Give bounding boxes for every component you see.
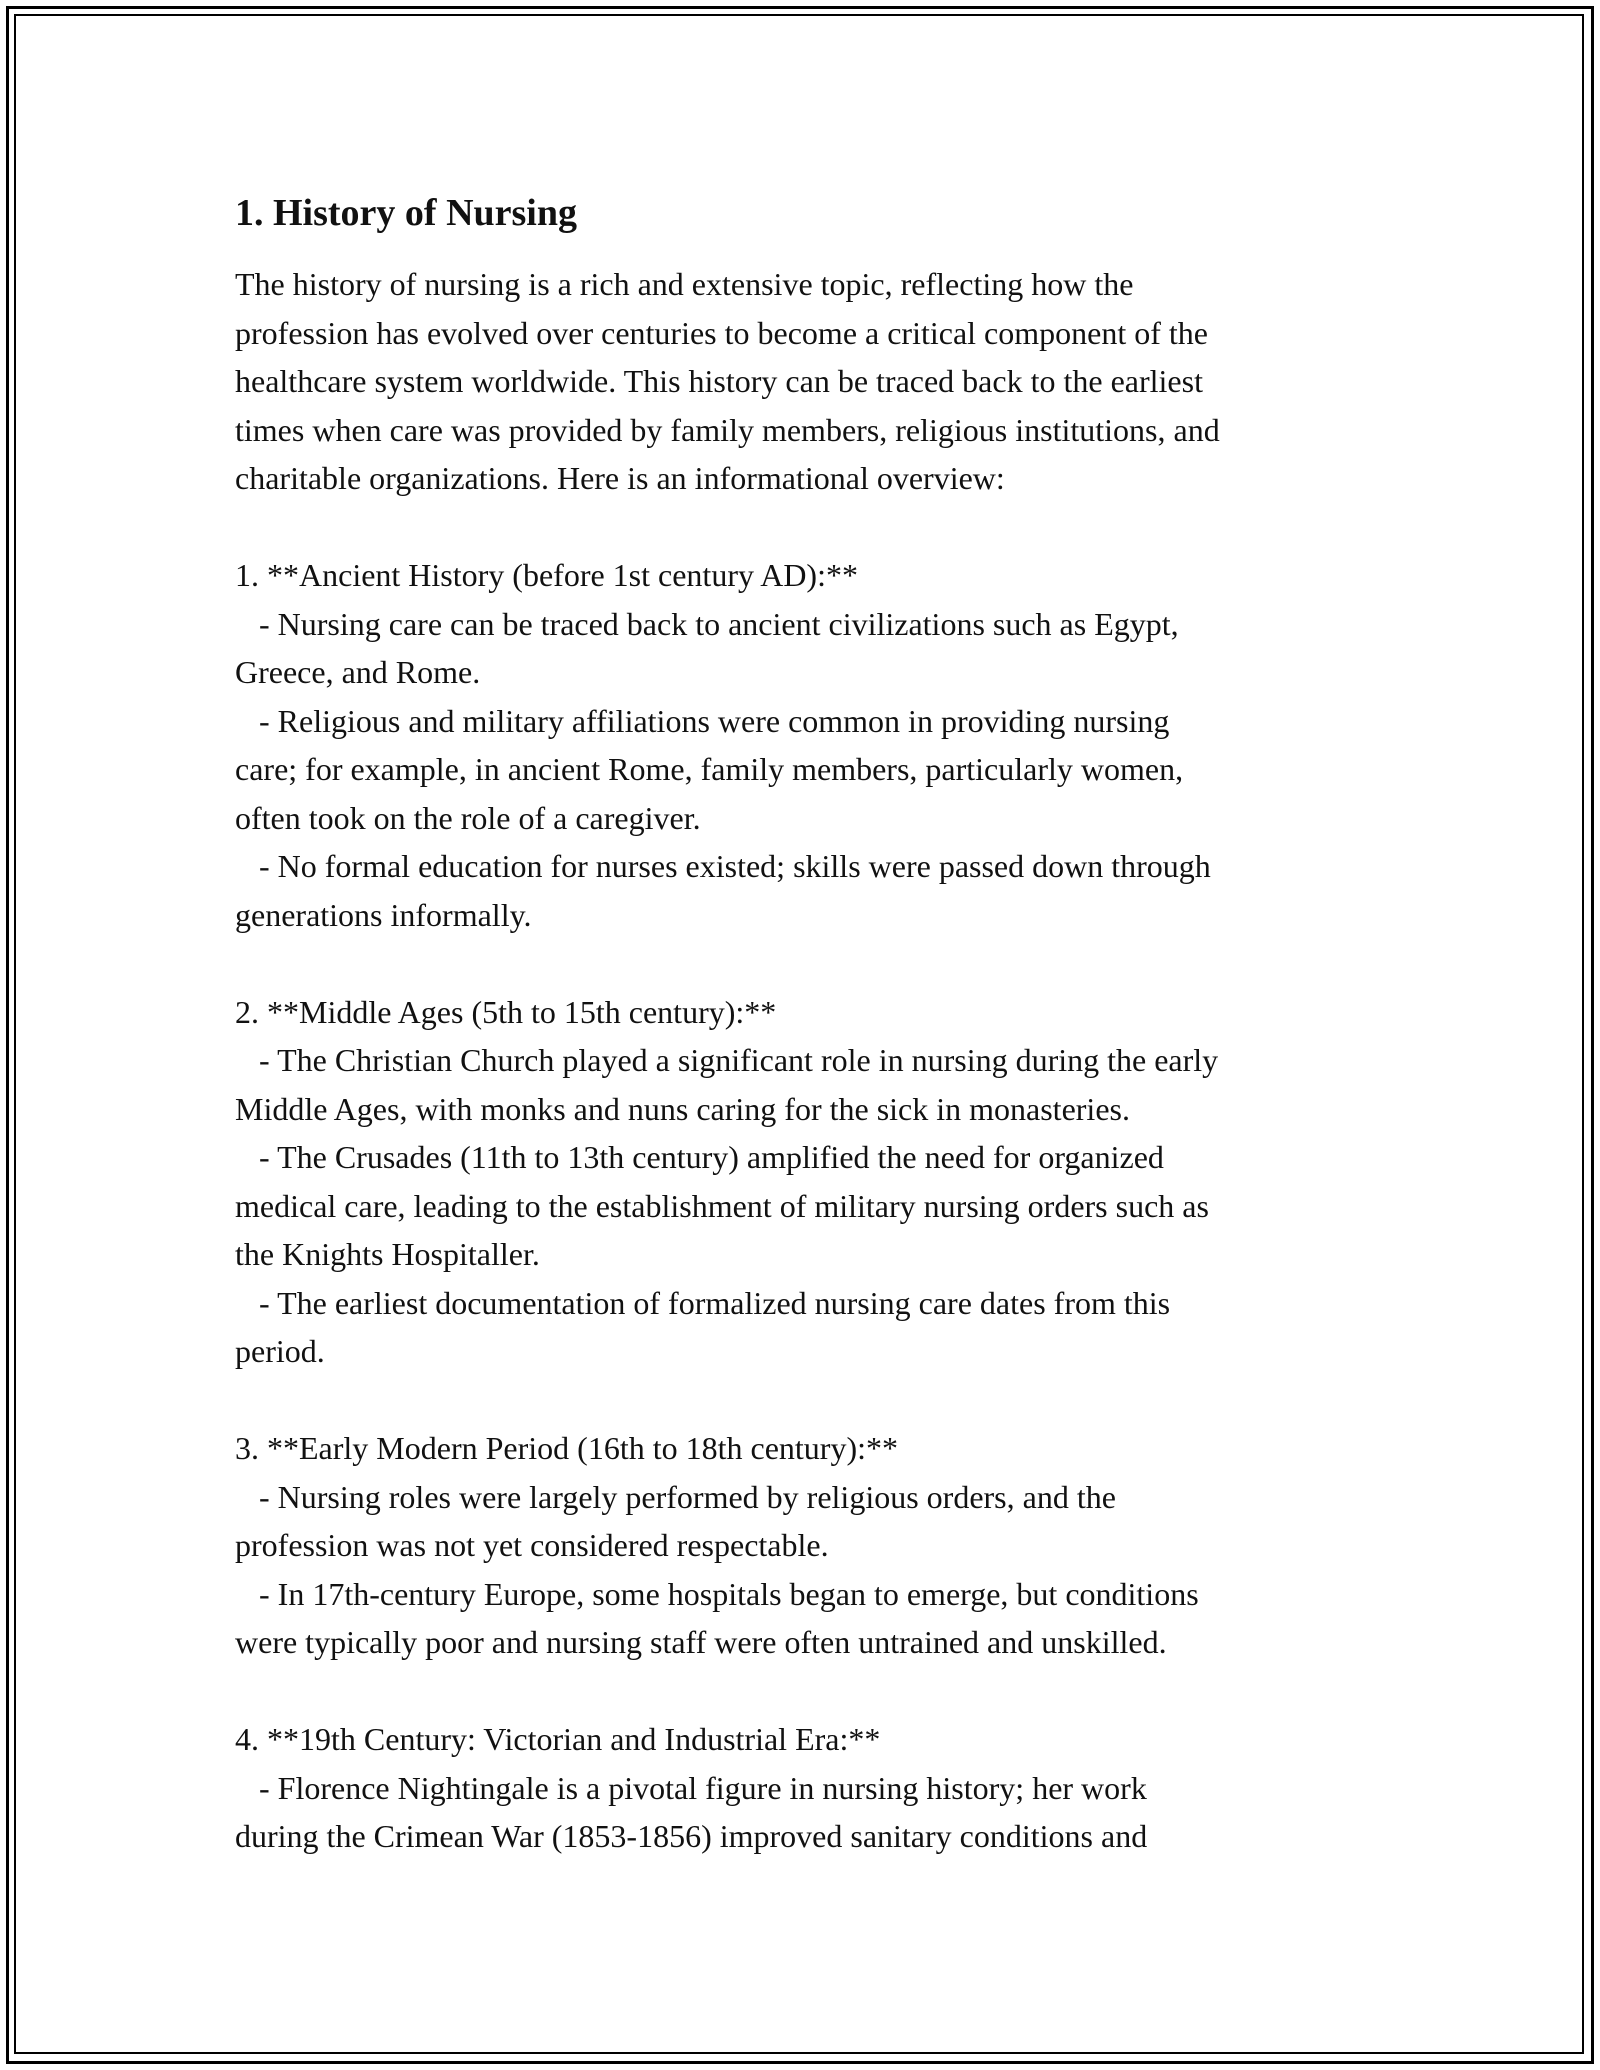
- section-middle-ages: [235, 988, 1375, 1376]
- text-line: charitable organizations. Here is an informational overview:: [235, 460, 1005, 496]
- text-line: were typically poor and nursing staff were often untrained and unskilled.: [235, 1624, 1167, 1660]
- text-line: - Nursing roles were largely performed by religious orders, and the: [235, 1478, 1116, 1515]
- text-line: - The Christian Church played a significant role in nursing during the early: [235, 1042, 1219, 1078]
- text-line: generations informally.: [235, 896, 532, 933]
- section-ancient-history: [235, 551, 1375, 939]
- text-line: Greece, and Rome.: [235, 654, 481, 690]
- paragraph-gap: [235, 503, 1375, 552]
- text-line: - The Crusades (11th to 13th century) amplified the need for organized: [235, 1139, 1164, 1175]
- section-heading: 1. **Ancient History (before 1st century AD):**: [235, 557, 858, 593]
- section-heading: 4. **19th Century: Victorian and Industrial Era:**: [235, 1721, 881, 1757]
- section-early-modern-period: [235, 1424, 1375, 1667]
- paragraph-gap: [235, 939, 1375, 988]
- section-19th-century: [235, 1715, 1375, 1861]
- text-line: profession has evolved over centuries to become a critical component of the: [235, 314, 1208, 351]
- text-line: The history of nursing is a rich and extensive topic, reflecting how the: [235, 266, 1134, 302]
- text-line: - Religious and military affiliations were common in providing nursing: [235, 702, 1170, 739]
- text-line: the Knights Hospitaller.: [235, 1236, 540, 1272]
- section-heading: 3. **Early Modern Period (16th to 18th century):**: [235, 1430, 898, 1466]
- text-line: care; for example, in ancient Rome, family members, particularly women,: [235, 751, 1184, 787]
- text-line: - Nursing care can be traced back to ancient civilizations such as Egypt,: [235, 605, 1179, 642]
- text-line: during the Crimean War (1853-1856) improved sanitary conditions and: [235, 1818, 1148, 1854]
- document-body: [235, 186, 1375, 1861]
- page-title: 1. History of Nursing: [235, 192, 577, 234]
- text-line: - The earliest documentation of formalized nursing care dates from this: [235, 1284, 1171, 1321]
- text-line: medical care, leading to the establishment of military nursing orders such as: [235, 1187, 1209, 1224]
- text-line: times when care was provided by family members, religious institutions, and: [235, 411, 1220, 448]
- text-line: - Florence Nightingale is a pivotal figure in nursing history; her work: [235, 1769, 1147, 1806]
- text-line: Middle Ages, with monks and nuns caring for the sick in monasteries.: [235, 1090, 1130, 1127]
- section-heading: 2. **Middle Ages (5th to 15th century):**: [235, 993, 777, 1030]
- text-line: period.: [235, 1333, 325, 1369]
- text-line: - No formal education for nurses existed; skills were passed down through: [235, 848, 1211, 884]
- paragraph-gap: [235, 1667, 1375, 1716]
- intro-paragraph: [235, 260, 1375, 503]
- text-line: profession was not yet considered respectable.: [235, 1527, 829, 1563]
- text-line: - In 17th-century Europe, some hospitals began to emerge, but conditions: [235, 1575, 1199, 1612]
- text-line: often took on the role of a caregiver.: [235, 799, 701, 836]
- paragraph-gap: [235, 1376, 1375, 1425]
- text-line: healthcare system worldwide. This history can be traced back to the earliest: [235, 363, 1203, 399]
